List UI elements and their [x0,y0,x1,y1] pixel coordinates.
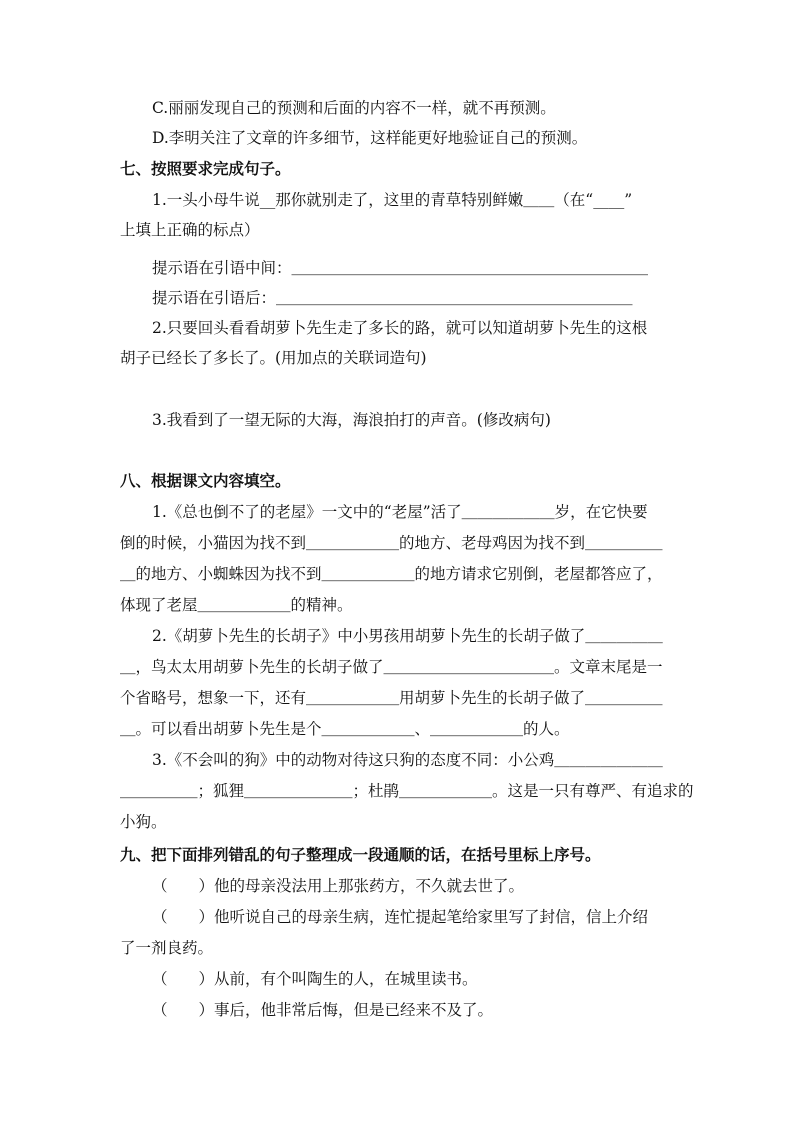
section-9-title: 九、把下面排列错乱的句子整理成一段通顺的话，在括号里标上序号。 [120,846,601,864]
section-7-q1-line2: 上填上正确的标点） [120,221,260,239]
section-8-q1-line1: 1.《总也倒不了的老屋》一文中的“老屋”活了＿＿＿＿＿＿岁，在它快要 [152,503,648,521]
section-7-q1-prompt-after: 提示语在引语后：＿＿＿＿＿＿＿＿＿＿＿＿＿＿＿＿＿＿＿＿＿＿＿ [152,289,633,307]
section-8-q1-line4: 体现了老屋＿＿＿＿＿＿的精神。 [120,596,353,614]
section-7-q2-line2: 胡子已经长了多长了。(用加点的关联词造句) [120,349,427,367]
section-8-q3-line3: 小狗。 [120,813,167,831]
section-7-q1-prompt-middle: 提示语在引语中间：＿＿＿＿＿＿＿＿＿＿＿＿＿＿＿＿＿＿＿＿＿＿＿ [152,259,649,277]
section-8-q3-line2: ＿＿＿＿＿；狐狸＿＿＿＿＿＿＿；杜鹃＿＿＿＿＿＿。这是一只有尊严、有追求的 [120,782,694,800]
section-8-q1-line3: ＿的地方、小蜘蛛因为找不到＿＿＿＿＿＿的地方请求它别倒，老屋都答应了， [120,565,663,583]
section-9-sentence-3: （ ）从前，有个叫陶生的人，在城里读书。 [152,970,478,988]
option-c: C.丽丽发现自己的预测和后面的内容不一样，就不再预测。 [152,99,556,117]
section-8-q2-line4: ＿。可以看出胡萝卜先生是个＿＿＿＿＿＿、＿＿＿＿＿＿的人。 [120,720,570,738]
section-7-q3: 3.我看到了一望无际的大海，海浪拍打的声音。(修改病句) [152,411,551,429]
section-7-q2-line1: 2.只要回头看看胡萝卜先生走了多长的路，就可以知道胡萝卜先生的这根 [152,319,648,337]
section-8-q3-line1: 3.《不会叫的狗》中的动物对待这只狗的态度不同：小公鸡＿＿＿＿＿＿＿ [152,751,663,769]
section-7-q1-line1: 1.一头小母牛说__那你就别走了，这里的青草特别鲜嫩＿＿（在“____” [152,191,633,209]
section-9-sentence-2-line2: 了一剂良药。 [120,939,214,957]
section-7-title: 七、按照要求完成句子。 [120,160,291,178]
section-9-sentence-4: （ ）事后，他非常后悔，但是已经来不及了。 [152,1001,494,1019]
section-8-title: 八、根据课文内容填空。 [120,472,291,490]
section-9-sentence-2-line1: （ ）他听说自己的母亲生病，连忙提起笔给家里写了封信，信上介绍 [152,908,649,926]
section-8-q2-line2: ＿，鸟太太用胡萝卜先生的长胡子做了＿＿＿＿＿＿＿＿＿＿＿。文章末尾是一 [120,658,663,676]
section-8-q2-line1: 2.《胡萝卜先生的长胡子》中小男孩用胡萝卜先生的长胡子做了＿＿＿＿＿ [152,627,663,645]
option-d: D.李明关注了文章的许多细节，这样能更好地验证自己的预测。 [152,129,588,147]
section-8-q1-line2: 倒的时候，小猫因为找不到＿＿＿＿＿＿的地方、老母鸡因为找不到＿＿＿＿＿ [120,534,663,552]
section-8-q2-line3: 个省略号，想象一下，还有＿＿＿＿＿＿用胡萝卜先生的长胡子做了＿＿＿＿＿ [120,689,663,707]
section-9-sentence-1: （ ）他的母亲没法用上那张药方，不久就去世了。 [152,877,525,895]
